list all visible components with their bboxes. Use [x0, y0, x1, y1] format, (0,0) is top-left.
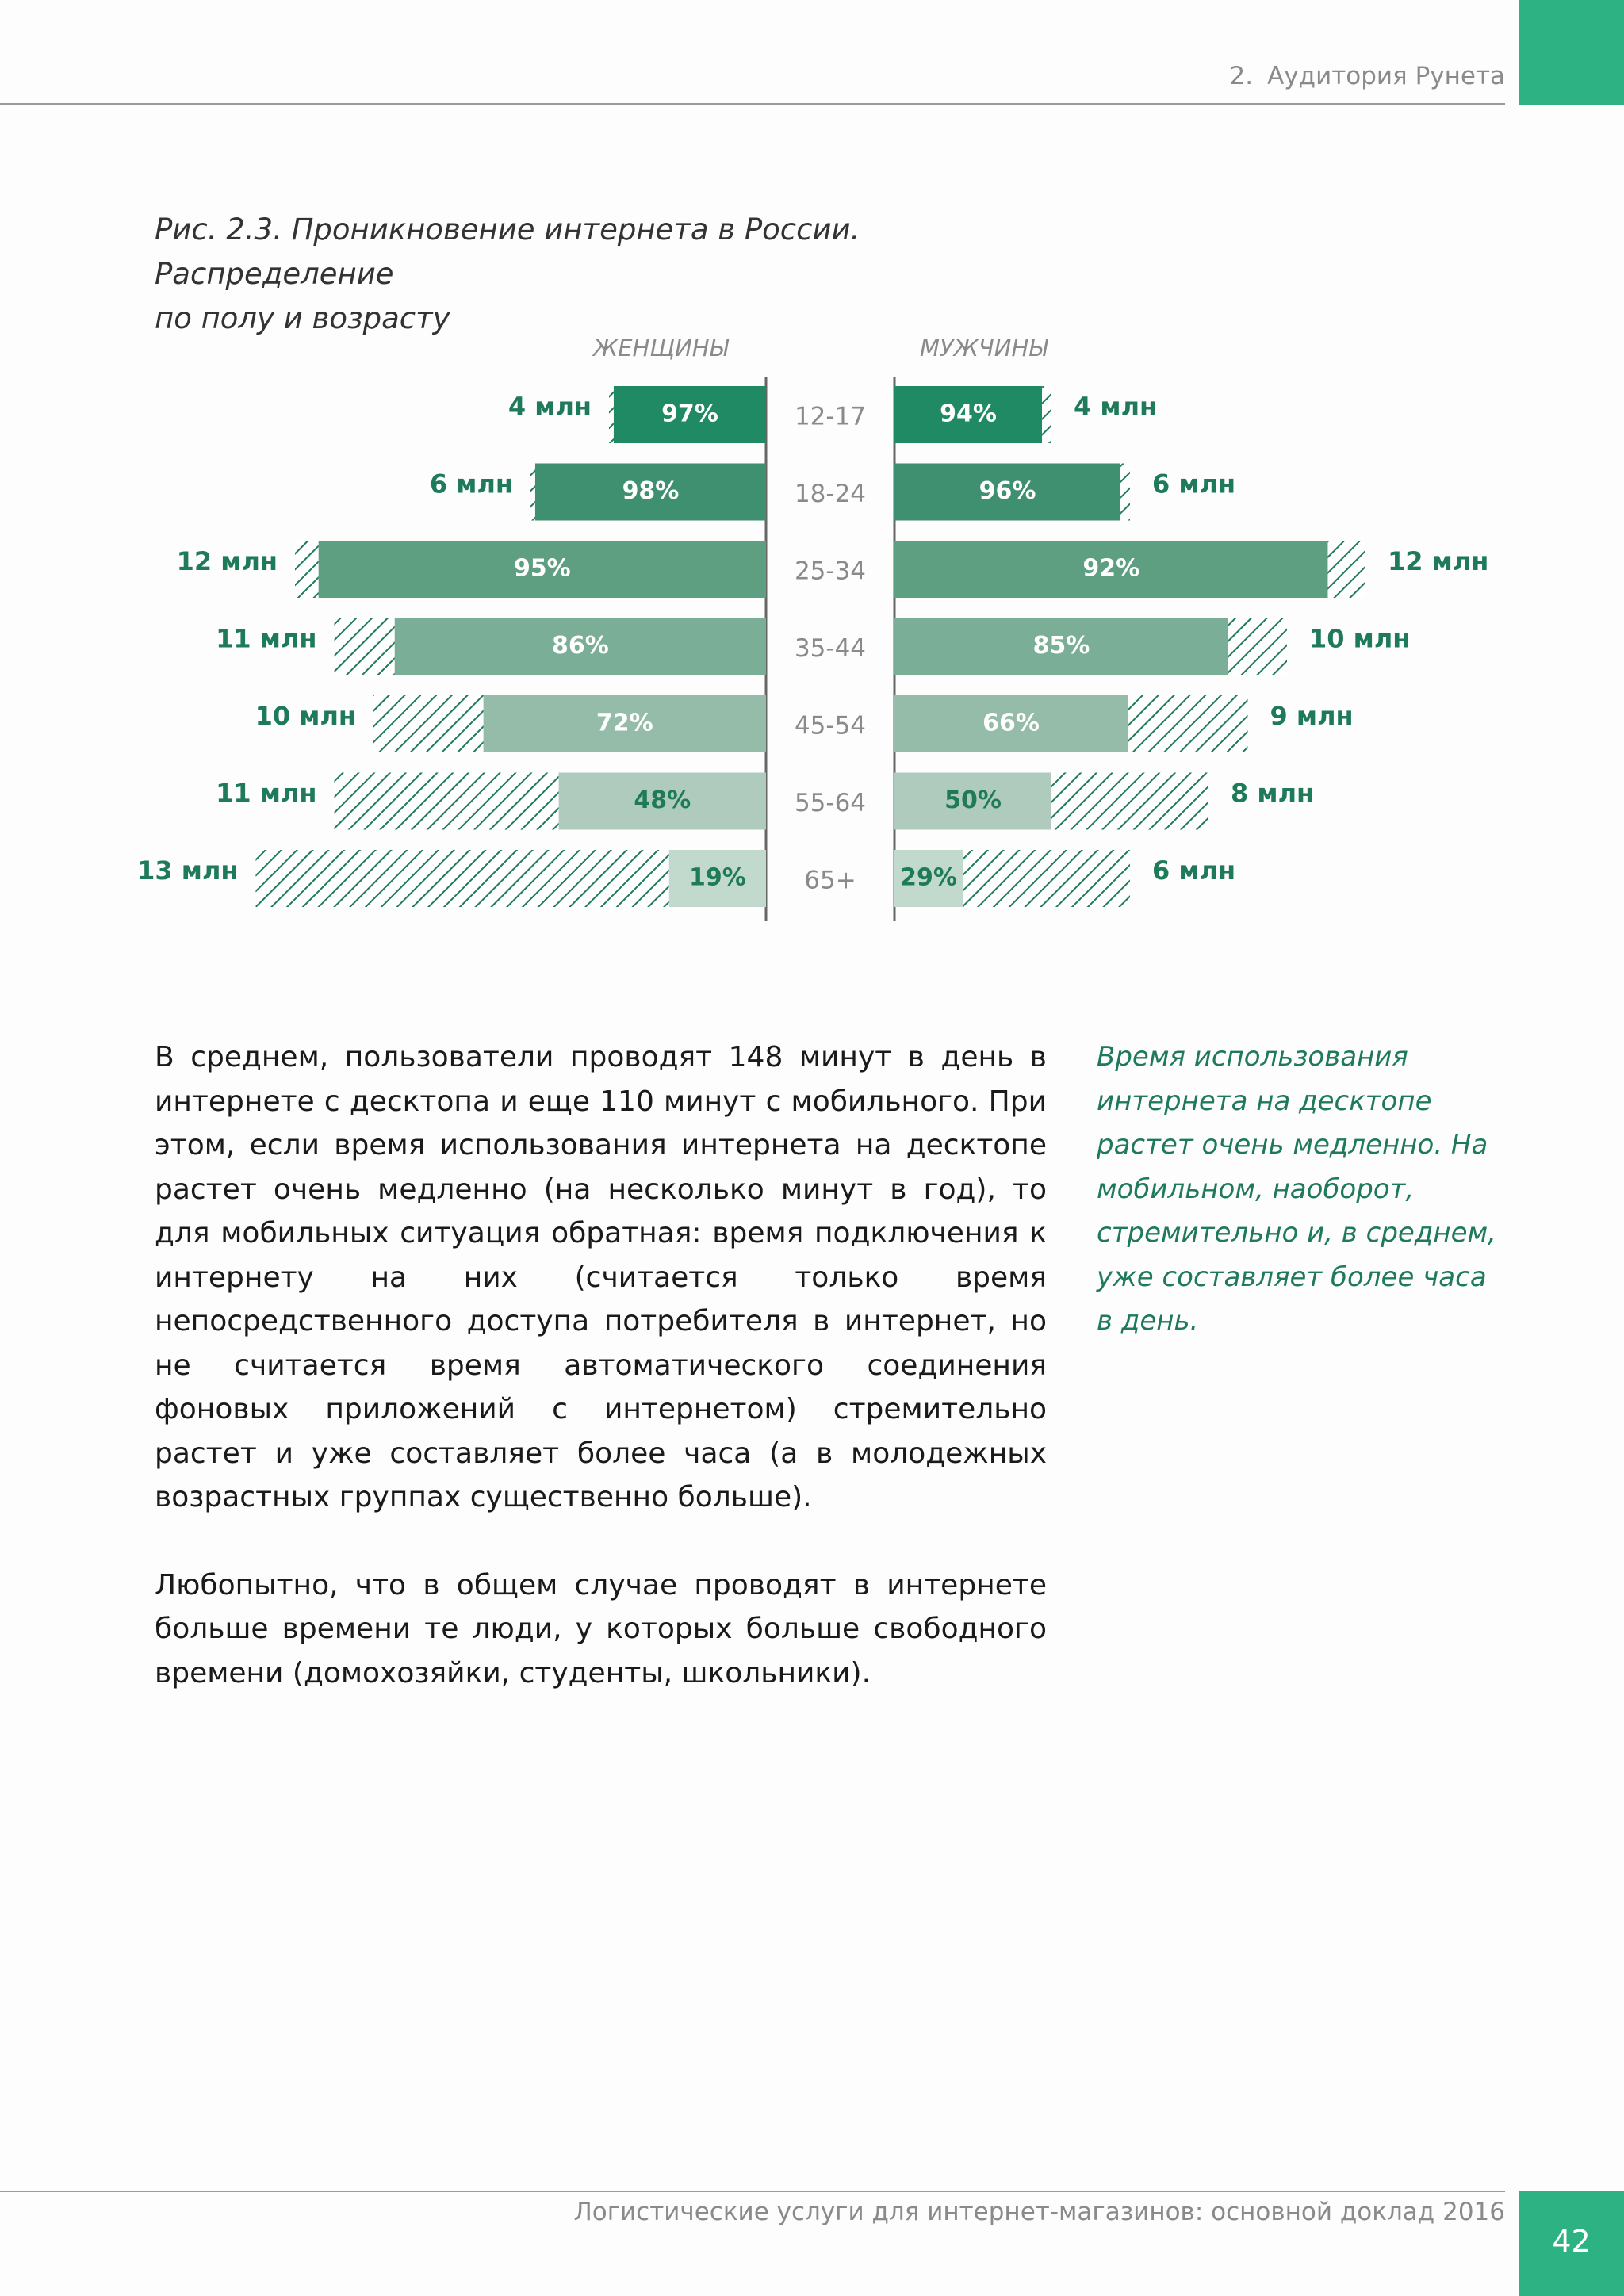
men-penetration-label: 96% — [979, 477, 1036, 505]
women-nonuser-bar — [295, 541, 319, 598]
men-population-label: 6 млн — [1152, 469, 1236, 499]
men-nonuser-bar — [1051, 773, 1208, 830]
men-nonuser-bar — [1228, 618, 1287, 675]
age-group-label: 25-34 — [794, 557, 867, 586]
women-population-label: 4 млн — [508, 392, 592, 422]
men-penetration-label: 50% — [944, 786, 1002, 814]
women-population-label: 6 млн — [429, 469, 513, 499]
women-population-label: 13 млн — [137, 855, 239, 886]
section-number: 2. — [1229, 62, 1254, 90]
men-population-label: 12 млн — [1388, 546, 1489, 576]
women-population-label: 11 млн — [216, 778, 317, 809]
women-nonuser-bar — [530, 464, 535, 521]
section-title: Аудитория Рунета — [1267, 62, 1505, 90]
men-penetration-label: 94% — [940, 400, 997, 428]
women-group-label: ЖЕНЩИНЫ — [593, 335, 729, 362]
men-nonuser-bar — [963, 850, 1130, 907]
women-nonuser-bar — [609, 386, 614, 443]
women-nonuser-bar — [335, 773, 559, 830]
men-nonuser-bar — [1120, 464, 1130, 521]
figure-caption-line1: Рис. 2.3. Проникновение интернета в России. Распределение — [155, 212, 860, 291]
side-note: Время использования интернета на десктопе растет очень медленно. На мобильном, наоборот, стремительно и, в среднем, уже составляет более часа в день. — [1097, 1041, 1496, 1337]
men-penetration-label: 66% — [982, 709, 1040, 737]
women-penetration-label: 48% — [634, 786, 691, 814]
footer-rule — [0, 2191, 1505, 2192]
women-penetration-label: 97% — [661, 400, 718, 428]
women-population-label: 12 млн — [176, 546, 278, 576]
women-nonuser-bar — [256, 850, 669, 907]
women-population-label: 10 млн — [255, 701, 356, 731]
men-nonuser-bar — [1042, 386, 1051, 443]
population-pyramid-chart — [0, 0, 1624, 967]
men-group-label: МУЖЧИНЫ — [920, 335, 1048, 362]
men-nonuser-bar — [1327, 541, 1365, 598]
body-text — [155, 1035, 1047, 1739]
women-penetration-label: 95% — [513, 554, 571, 583]
men-population-label: 9 млн — [1270, 701, 1354, 731]
men-penetration-label: 85% — [1032, 632, 1090, 660]
women-population-label: 11 млн — [216, 623, 317, 654]
figure-caption-line2: по полу и возрасту — [155, 301, 450, 335]
men-nonuser-bar — [1128, 695, 1247, 752]
age-group-label: 65+ — [804, 866, 856, 895]
men-penetration-label: 29% — [900, 863, 957, 892]
page-number: 42 — [1552, 2224, 1591, 2259]
women-nonuser-bar — [373, 695, 484, 752]
women-penetration-label: 86% — [551, 632, 609, 660]
men-population-label: 10 млн — [1309, 623, 1411, 654]
body-paragraph-1: В среднем, пользователи проводят 148 минут в день в интернете с десктопа и еще 110 минут с мобильного. При этом, если время использования интернета на десктопе растет очень медленно (на несколько минут в год), то для мобильных ситуация обратная: время подключения к интернету на них (считается только время непосредственного доступа потребителя в интернет, но не считается время автоматического соединения фоновых приложений с интернетом) стремительно растет и уже составляет более часа (а в молодежных возрастных группах существенно больше). — [155, 1041, 1047, 1513]
women-penetration-label: 72% — [596, 709, 653, 737]
age-group-label: 45-54 — [794, 711, 867, 740]
age-group-label: 18-24 — [794, 480, 867, 508]
men-population-label: 4 млн — [1074, 392, 1158, 422]
footer-title: Логистические услуги для интернет-магазинов: основной доклад 2016 — [573, 2198, 1505, 2226]
women-nonuser-bar — [335, 618, 395, 675]
men-population-label: 8 млн — [1231, 778, 1315, 809]
women-penetration-label: 19% — [688, 863, 746, 892]
age-group-label: 55-64 — [794, 789, 867, 817]
men-penetration-label: 92% — [1082, 554, 1140, 583]
body-paragraph-2: Любопытно, что в общем случае проводят в интернете больше времени те люди, у которых больше свободного времени (домохозяйки, студенты, школьники). — [155, 1568, 1047, 1689]
women-penetration-label: 98% — [622, 477, 680, 505]
men-population-label: 6 млн — [1152, 855, 1236, 886]
age-group-label: 35-44 — [794, 634, 867, 663]
age-group-label: 12-17 — [794, 402, 867, 431]
